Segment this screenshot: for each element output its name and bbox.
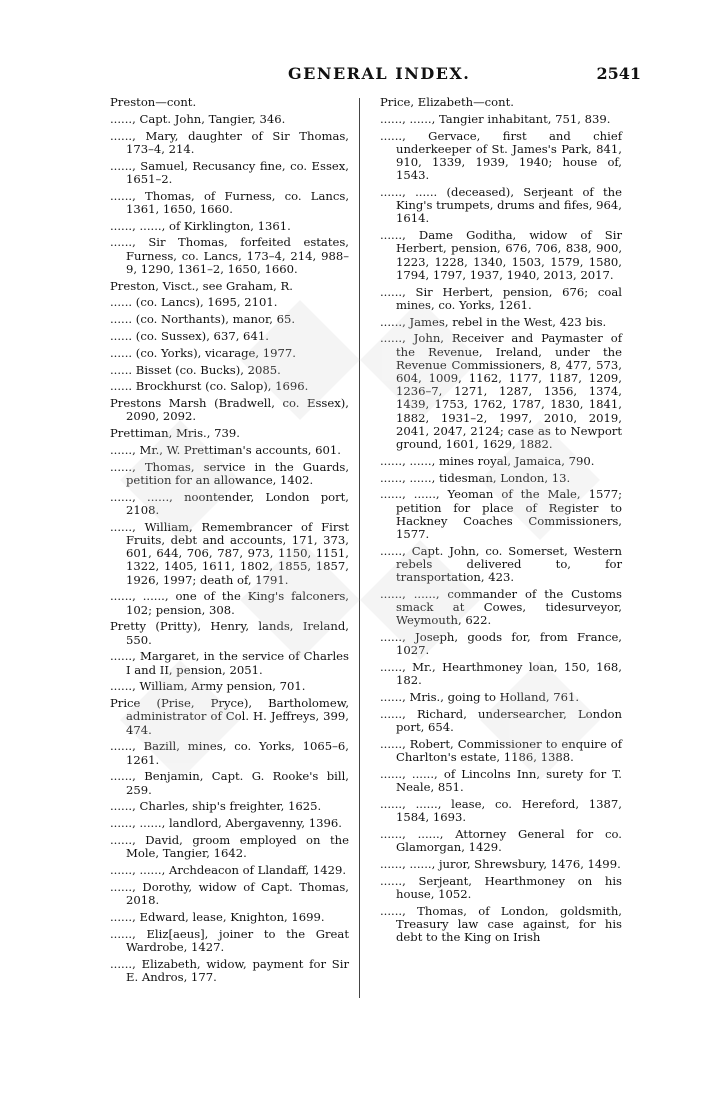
index-entry: ......, Thomas, of London, goldsmith, Treasury law case against, for his debt to the King on Irish [380, 903, 622, 945]
index-entry: Pretty (Pritty), Henry, lands, Ireland, 550. [110, 619, 349, 647]
index-entry: ......, Mr., Hearthmoney loan, 150, 168, 182. [380, 660, 622, 688]
index-entry: ......, William, Army pension, 701. [110, 679, 306, 694]
index-entry: ......, ...... (deceased), Serjeant of the King's trumpets, drums and fifes, 964, 1614. [380, 185, 622, 226]
index-entry: Preston—cont. [110, 95, 197, 109]
index-entry: ......, ......, of Lincolns Inn, surety for T. Neale, 851. [380, 767, 622, 795]
index-entry: ......, ......, Attorney General for co. Glamorgan, 1429. [380, 827, 622, 855]
index-entry: ......, Joseph, goods for, from France, 1027. [380, 630, 622, 658]
index-entry: ......, Mary, daughter of Sir Thomas, 173–4, 214. [110, 128, 349, 156]
index-entry: ......, John, Receiver and Paymaster of the Revenue, Ireland, under the Revenue Commissioners, 8, 477, 573, 604, 1009, 1162, 1177, 1187, 1209, 1236–7, 1271, 1287, 1356, 1374, 1439, 1753, 1762, 1787, 1830, 1841, 1882, 1931–2, 1997, 2010, 2019, 2041, 2047, 2124; case as to Newport ground, 1601, 1629, 1882. [380, 331, 622, 452]
index-entry: ......, James, rebel in the West, 423 bis. [380, 314, 607, 329]
index-entry: ......, ......, mines royal, Jamaica, 790. [380, 453, 595, 468]
index-entry: ......, Mr., W. Prettiman's accounts, 601. [110, 442, 341, 457]
index-entry: ......, ......, tidesman, London, 13. [380, 470, 571, 485]
index-entry: ......, David, groom employed on the Mole, Tangier, 1642. [110, 832, 349, 861]
index-entry: ......, Sir Herbert, pension, 676; coal mines, co. Yorks, 1261. [380, 284, 622, 312]
index-entry: ......, Mris., going to Holland, 761. [380, 690, 580, 705]
index-column-right [380, 96, 622, 948]
index-entry: ......, ......, Archdeacon of Llandaff, 1429. [110, 862, 347, 877]
index-entry: ......, ......, one of the King's falconers, 102; pension, 308. [110, 589, 349, 617]
index-entry: ...... Brockhurst (co. Salop), 1696. [110, 379, 309, 394]
index-entry: ......, Serjeant, Hearthmoney on his house, 1052. [380, 873, 622, 902]
index-entry: ......, Robert, Commissioner to enquire of Charlton's estate, 1186, 1388. [380, 737, 622, 765]
index-entry: ......, Gervace, first and chief underkeeper of St. James's Park, 841, 910, 1339, 1939, 1940; house of, 1543. [380, 128, 622, 183]
index-entry: ......, ......, noontender, London port, 2108. [110, 489, 349, 517]
index-entry: ......, Eliz[aeus], joiner to the Great Wardrobe, 1427. [110, 926, 349, 954]
index-entry: ......, Edward, lease, Knighton, 1699. [110, 909, 325, 924]
index-entry: ......, Capt. John, Tangier, 346. [110, 111, 286, 126]
index-entry: ......, ......, Tangier inhabitant, 751, 839. [380, 111, 611, 126]
page-title: GENERAL INDEX. [288, 64, 471, 83]
index-entry: ......, Dorothy, widow of Capt. Thomas, 2018. [110, 879, 349, 907]
index-entry: ......, Thomas, service in the Guards, petition for an allowance, 1402. [110, 459, 349, 487]
index-entry: ...... (co. Lancs), 1695, 2101. [110, 295, 278, 310]
page-header [110, 64, 641, 86]
index-entry: ......, Richard, undersearcher, London port, 654. [380, 707, 622, 735]
index-entry: ......, Dame Goditha, widow of Sir Herbert, pension, 676, 706, 838, 900, 1223, 1228, 1340, 1503, 1579, 1580, 1794, 1797, 1937, 1940, 2013, 2017. [380, 228, 622, 282]
index-entry: ......, ......, commander of the Customs smack at Cowes, tidesurveyor, Weymouth, 622. [380, 587, 622, 628]
index-entry: ......, ......, juror, Shrewsbury, 1476, 1499. [380, 857, 621, 872]
index-entry: ......, Elizabeth, widow, payment for Sir E. Andros, 177. [110, 956, 349, 984]
index-entry: ...... Bisset (co. Bucks), 2085. [110, 362, 281, 377]
index-entry: ...... (co. Sussex), 637, 641. [110, 328, 269, 343]
index-entry: ......, Margaret, in the service of Charles I and II, pension, 2051. [110, 649, 349, 677]
index-entry: Price, Elizabeth—cont. [380, 95, 514, 109]
index-entry: Preston, Visct., see Graham, R. [110, 278, 293, 293]
index-entry: ......, Samuel, Recusancy fine, co. Essex, 1651–2. [110, 158, 349, 186]
index-entry: ...... (co. Yorks), vicarage, 1977. [110, 345, 296, 360]
index-entry: Prestons Marsh (Bradwell, co. Essex), 2090, 2092. [110, 396, 349, 424]
index-entry: ......, Sir Thomas, forfeited estates, Furness, co. Lancs, 173–4, 214, 988–9, 1290, 1361–2, 1650, 1660. [110, 235, 349, 276]
index-entry: ......, Benjamin, Capt. G. Rooke's bill, 259. [110, 769, 349, 797]
index-entry: ......, Thomas, of Furness, co. Lancs, 1361, 1650, 1660. [110, 188, 349, 216]
index-entry: ...... (co. Northants), manor, 65. [110, 312, 296, 327]
index-entry: ......, Capt. John, co. Somerset, Western rebels delivered to, for transportation, 423. [380, 543, 622, 585]
index-entry: ......, Charles, ship's freighter, 1625. [110, 799, 322, 814]
index-entry: Price (Prise, Pryce), Bartholomew, administrator of Col. H. Jeffreys, 399, 474. [110, 696, 349, 737]
index-entry: ......, Bazill, mines, co. Yorks, 1065–6, 1261. [110, 739, 349, 767]
index-entry: ......, ......, Yeoman of the Male, 1577; petition for place of Register to Hackney Coaches Commissioners, 1577. [380, 487, 622, 542]
index-entry: ......, ......, of Kirklington, 1361. [110, 218, 291, 233]
index-entry: ......, William, Remembrancer of First Fruits, debt and accounts, 171, 373, 601, 644, 706, 787, 973, 1150, 1151, 1322, 1405, 1611, 1802, 1855, 1857, 1926, 1997; death of, 1791. [110, 519, 349, 587]
index-entry: ......, ......, landlord, Abergavenny, 1396. [110, 816, 342, 831]
column-divider [359, 98, 360, 998]
index-entry: ......, ......, lease, co. Hereford, 1387, 1584, 1693. [380, 797, 622, 825]
page-number: 2541 [596, 64, 641, 83]
index-entry: Prettiman, Mris., 739. [110, 426, 240, 441]
index-column-left [110, 96, 349, 988]
